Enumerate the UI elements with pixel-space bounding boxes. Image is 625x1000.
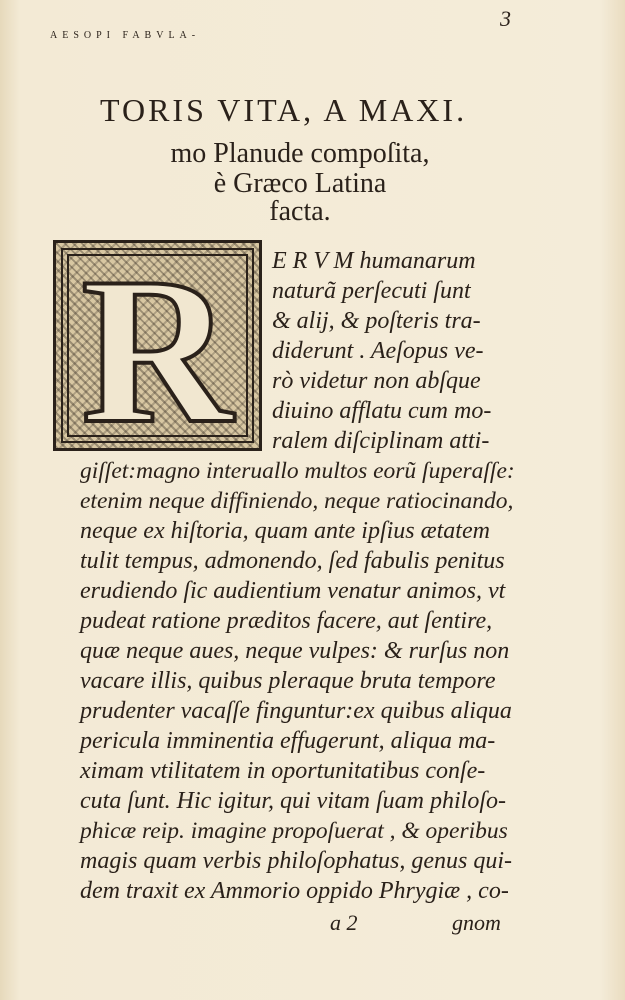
body-line-3: & alij, & poſteris tra-	[272, 308, 481, 334]
decorated-initial	[53, 240, 262, 451]
body-line-18: ximam vtilitatem in oportunitatibus conſe-	[80, 758, 486, 784]
body-line-2: naturã perſecuti ſunt	[272, 278, 471, 304]
decorated-initial-letter	[56, 243, 259, 448]
title-line-4: è Græco Latina	[213, 168, 387, 199]
title-line-3: mo Planude compoſita,	[170, 138, 430, 169]
body-line-9: etenim neque diffiniendo, neque ratiocinando,	[80, 488, 514, 514]
title-line-1: AESOPI FABVLA-	[50, 30, 201, 41]
drop-cap-letter: R	[81, 243, 233, 448]
body-line-5: rò videtur non abſque	[272, 368, 481, 394]
body-line-16: prudenter vacaſſe finguntur:ex quibus aliqua	[80, 698, 512, 724]
body-line-1: E R V M humanarum	[272, 248, 476, 274]
body-line-13: pudeat ratione præditos facere, aut ſentire,	[80, 608, 493, 634]
body-line-7: ralem diſciplinam atti-	[272, 428, 490, 454]
body-line-4: diderunt . Aeſopus ve-	[272, 338, 484, 364]
body-line-14: quæ neque aues, neque vulpes: & rurſus non	[80, 638, 510, 664]
title-line-5: facta.	[269, 196, 331, 227]
body-line-22: dem traxit ex Ammorio oppido Phrygiæ , co-	[80, 878, 509, 904]
page-number: 3	[500, 6, 511, 31]
body-line-6: diuino afflatu cum mo-	[272, 398, 492, 424]
body-line-20: phicæ reip. imagine propoſuerat , & operibus	[80, 818, 508, 844]
title-line-2: TORIS VITA, A MAXI.	[100, 92, 468, 128]
catchword: gnom	[452, 910, 501, 935]
body-line-12: erudiendo ſic audientium venatur animos, vt	[80, 578, 506, 604]
body-line-17: pericula imminentia effugerunt, aliqua ma-	[80, 728, 496, 754]
body-line-15: vacare illis, quibus pleraque bruta tempore	[80, 668, 496, 694]
signature-mark: a 2	[330, 910, 358, 935]
body-line-10: neque ex hiſtoria, quam ante ipſius ætatem	[80, 518, 490, 544]
body-line-21: magis quam verbis philoſophatus, genus qui-	[80, 848, 512, 874]
body-line-11: tulit tempus, admonendo, ſed fabulis penitus	[80, 548, 505, 574]
body-line-8: giſſet:magno interuallo multos eorũ ſuperaſſe:	[80, 458, 515, 484]
body-line-19: cuta ſunt. Hic igitur, qui vitam ſuam philoſo-	[80, 788, 506, 814]
